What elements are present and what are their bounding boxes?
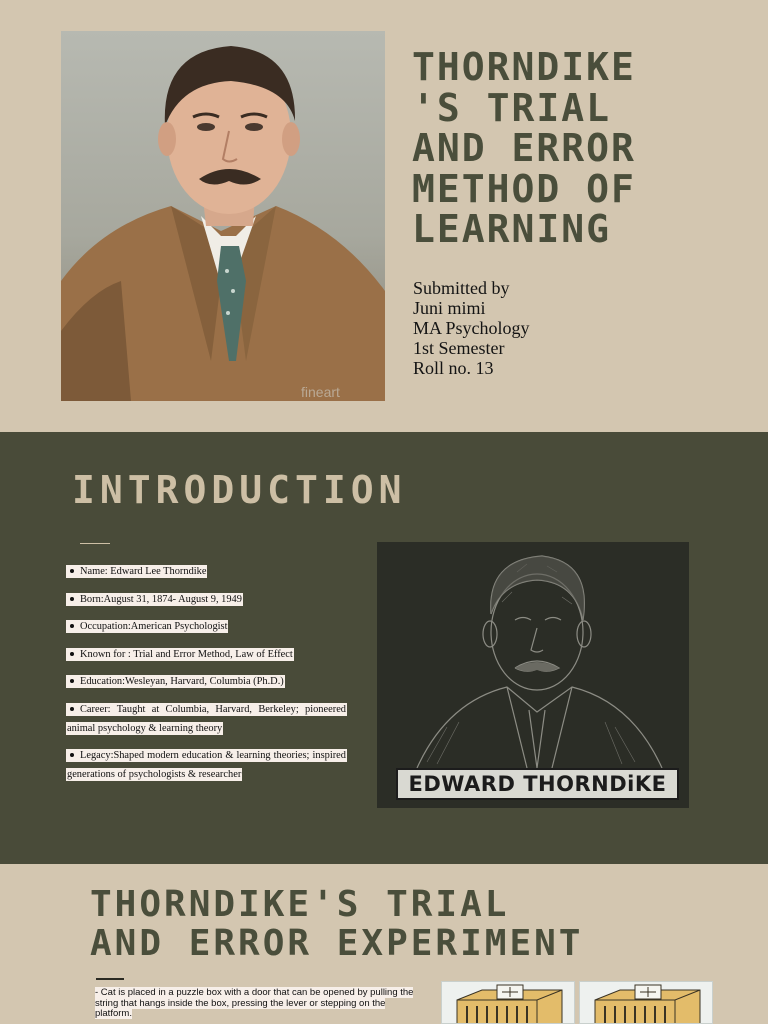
submitted-line: 1st Semester [413, 338, 505, 358]
thorndike-portrait-photo [61, 31, 385, 401]
document-title: THORNDIKE 'S TRIAL AND ERROR METHOD OF LEARNING [412, 45, 636, 251]
portrait-illustration [61, 31, 385, 401]
bullet-icon [70, 597, 74, 601]
fact-text: Occupation:American Psychologist [80, 621, 228, 632]
bullet-icon [70, 624, 74, 628]
submitted-line: Juni mimi [413, 298, 486, 318]
bullet-icon [70, 652, 74, 656]
submitted-line: Submitted by [413, 278, 510, 298]
introduction-heading: INTRODUCTION [72, 468, 407, 512]
puzzle-box-image [579, 981, 713, 1024]
fact-item [66, 672, 347, 691]
puzzle-box-illustration [580, 982, 713, 1024]
cover-section [0, 0, 768, 432]
bullet-icon [70, 707, 74, 711]
bullet-icon [70, 753, 74, 757]
fact-item [66, 617, 347, 636]
fact-text: Known for : Trial and Error Method, Law of Effect [80, 648, 293, 660]
fact-item [66, 562, 347, 581]
experiment-heading: THORNDIKE'S TRIAL AND ERROR EXPERIMENT [90, 884, 584, 964]
thorndike-sketch-image [377, 542, 689, 808]
divider [80, 543, 110, 544]
submitted-by-block [413, 278, 530, 378]
divider [96, 978, 124, 980]
experiment-section [0, 864, 768, 1024]
fact-text: Education:Wesleyan, Harvard, Columbia (Ph.D.) [80, 676, 284, 687]
fact-text: Legacy:Shaped modern education & learning theories; inspired generations of psychologists & researcher [67, 750, 346, 780]
fact-text: Career: Taught at Columbia, Harvard, Berkeley; pioneered animal psychology & learning theory [67, 703, 346, 734]
experiment-description [95, 988, 425, 1020]
fact-item [66, 746, 347, 784]
fact-list [66, 562, 347, 793]
experiment-text: - Cat is placed in a puzzle box with a door that can be opened by pulling the string that hangs inside the box, pressing the lever or stepping on the platform. [95, 987, 414, 1019]
bullet-icon [70, 569, 74, 573]
fact-item [66, 700, 347, 738]
puzzle-box-illustration [442, 982, 575, 1024]
puzzle-box-image [441, 981, 575, 1024]
fact-text: Born:August 31, 1874- August 9, 1949 [80, 593, 242, 605]
fact-item [66, 645, 347, 664]
watermark-text: fineart [301, 384, 340, 400]
introduction-section [0, 432, 768, 864]
fact-item [66, 590, 347, 609]
bullet-icon [70, 679, 74, 683]
fact-text: Name: Edward Lee Thorndike [80, 566, 207, 577]
sketch-caption: EDWARD THORNDiKE [396, 768, 679, 800]
submitted-line: MA Psychology [413, 318, 530, 338]
submitted-line: Roll no. 13 [413, 358, 494, 378]
